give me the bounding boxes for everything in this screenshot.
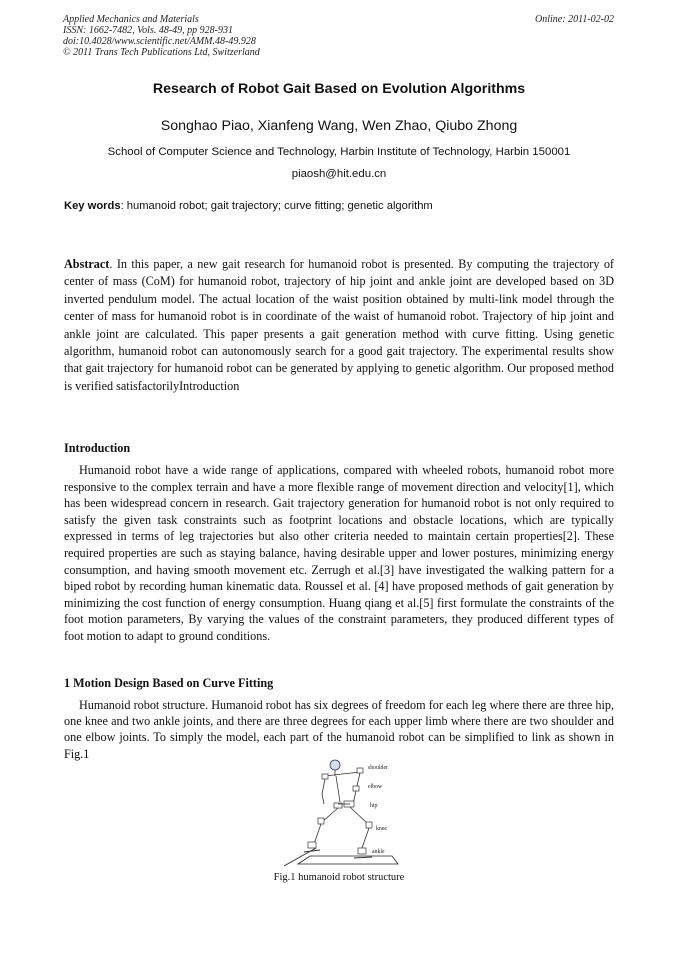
abstract-text: . In this paper, a new gait research for humanoid robot is presented. By computing the trajectory of center of mass (CoM) for humanoid robot, trajectory of hip joint and ankle joint are developed based on 3D inverted pendulum model. The actual location of the waist position obtained by multi-link model through the center of mass for humanoid robot is in coordinate of the waist of humanoid robot. Trajectory of hip joint and ankle joint are calculated. This paper presents a gait generation method with curve fitting. Using genetic algorithm, humanoid robot can autonomously search for a good gait trajectory. The experimental results show that gait trajectory for humanoid robot can be generated by applying to genetic algorithm. Our proposed method is verified satisfactorilyIntroduction bbox=[64, 257, 614, 393]
affiliation: School of Computer Science and Technology, Harbin Institute of Technology, Harbin 150001 bbox=[107, 146, 571, 158]
keywords-label: Key words bbox=[64, 200, 121, 212]
doi-line: doi:10.4028/www.scientific.net/AMM.48-49.928 bbox=[63, 36, 256, 47]
online-date: Online: 2011-02-02 bbox=[535, 14, 614, 25]
introduction-heading: Introduction bbox=[64, 441, 131, 455]
label-hip: hip bbox=[370, 803, 378, 809]
keywords bbox=[64, 200, 433, 212]
elbow-joint bbox=[353, 786, 359, 791]
section1-heading: 1 Motion Design Based on Curve Fitting bbox=[64, 676, 274, 690]
copyright-line: © 2011 Trans Tech Publications Ltd, Switzerland bbox=[63, 47, 260, 58]
journal-header bbox=[63, 14, 260, 58]
ground-plane bbox=[298, 856, 398, 864]
abstract-label: Abstract bbox=[64, 257, 110, 271]
author-list: Songhao Piao, Xianfeng Wang, Wen Zhao, Qiubo Zhong bbox=[160, 118, 518, 134]
ankle-joint bbox=[358, 848, 366, 854]
introduction-text: Humanoid robot have a wide range of applications, compared with wheeled robots, humanoid robot more responsive to the complex terrain and have a more flexible range of movement direction and velocity[1], which has been widespread concern in research. Gait trajectory generation for humanoid robot is not only required to satisfy the given task constraints such as footprint locations and obstacle locations, which are typically expressed in terms of leg trajectories but also other criteria needed to maintain certain properties[2]. These required properties are such as staying balance, having desirable upper and lower postures, minimizing energy consumption, and having smooth movement etc. Zerrugh et al.[3] have investigated the walking pattern for a biped robot by recording human kinematic data. Roussel et al. [4] have proposed methods of gait generation by minimizing the cost function of energy consumption. Huang qiang et al.[5] first formulate the constraints of the foot motion parameters, By varying the values of the constraint parameters, they produced different types of foot motion to adapt to ground conditions. bbox=[64, 463, 614, 643]
contact-email: piaosh@hit.edu.cn bbox=[291, 168, 387, 180]
section1-text: Humanoid robot structure. Humanoid robot has six degrees of freedom for each leg where there are three hip, one knee and two ankle joints, and there are three degrees for each upper limb where there are two shoulder and one elbow joints. To simply the model, each part of the humanoid robot can be simplified to link as shown in Fig.1 bbox=[64, 698, 614, 761]
keywords-text: : humanoid robot; gait trajectory; curve fitting; genetic algorithm bbox=[120, 200, 433, 212]
robot-structure-figure bbox=[280, 756, 420, 872]
paper-title: Research of Robot Gait Based on Evolution Algorithms bbox=[152, 81, 526, 97]
abstract bbox=[64, 256, 614, 395]
head bbox=[330, 760, 340, 770]
issn-line: ISSN: 1662-7482, Vols. 48-49, pp 928-931 bbox=[63, 25, 233, 36]
figure-caption: Fig.1 humanoid robot structure bbox=[273, 872, 405, 883]
label-ankle: ankle bbox=[372, 849, 385, 855]
label-elbow: elbow bbox=[368, 784, 383, 790]
knee-joint bbox=[366, 822, 372, 828]
shoulder-joint bbox=[357, 768, 363, 773]
label-knee: knee bbox=[376, 826, 387, 832]
journal-name: Applied Mechanics and Materials bbox=[63, 14, 199, 25]
label-shoulder: shoulder bbox=[368, 765, 388, 771]
